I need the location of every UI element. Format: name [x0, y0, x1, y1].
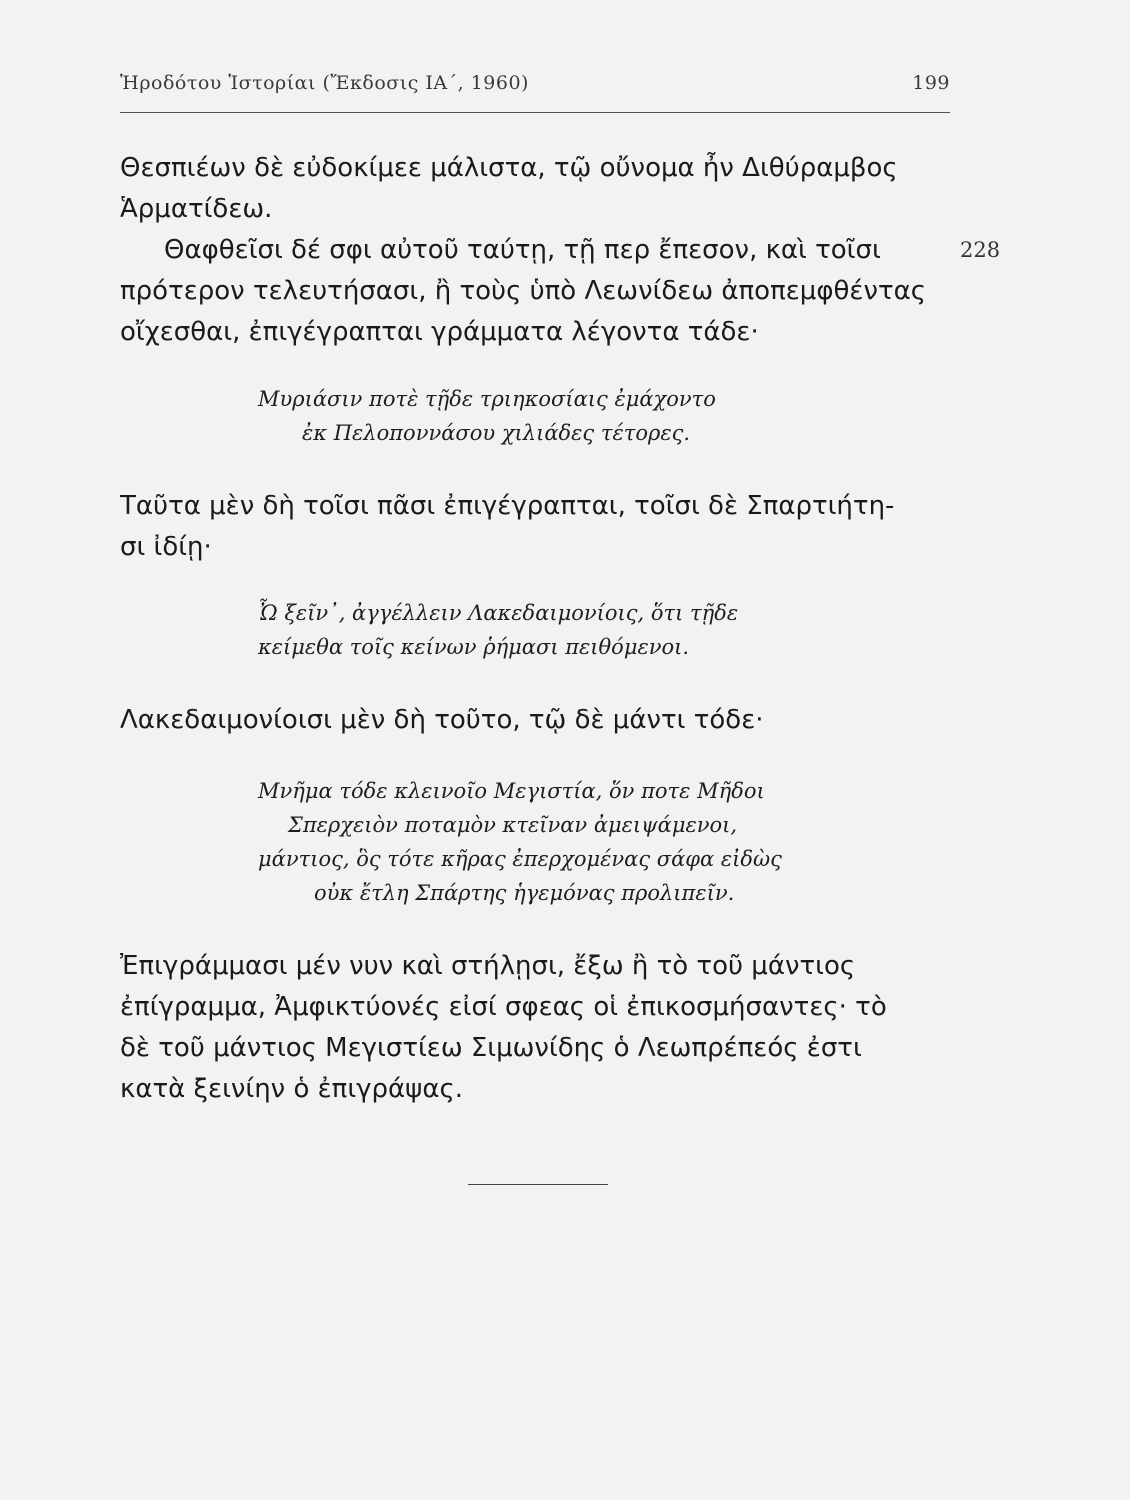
text-line: Λακεδαιμονίοισι μὲν δὴ τοῦτο, τῷ δὲ μάντι τόδε· [120, 705, 764, 735]
paragraph-4 [120, 700, 960, 741]
header-rule [120, 112, 950, 113]
verse-line: Ὦ ξεῖν᾽, ἀγγέλλειν Λακεδαιμονίοις, ὅτι τῇδε [258, 601, 739, 625]
text-line: Ἐπιγράμμασι μέν νυν καὶ στήλῃσι, ἔξω ἢ τὸ τοῦ μάντιος [120, 951, 856, 981]
paragraph-3 [120, 486, 960, 568]
text-line: ἐπίγραμμα, Ἀμφικτύονές εἰσί σφεας οἱ ἐπικοσμήσαντες· τὸ [120, 992, 887, 1022]
text-line: Θεσπιέων δὲ εὐδοκίμεε μάλιστα, τῷ οὔνομα ἦν Διθύραμβος [120, 153, 898, 183]
running-header [120, 72, 950, 102]
verse-line: μάντιος, ὃς τότε κῆρας ἐπερχομένας σάφα εἰδὼς [258, 847, 782, 871]
closing-rule [468, 1184, 608, 1185]
epigram-3 [258, 774, 782, 910]
text-line: Θαφθεῖσι δέ σφι αὐτοῦ ταύτῃ, τῇ περ ἔπεσον, καὶ τοῖσι [164, 235, 881, 265]
text-line: Ἁρματίδεω. [120, 194, 273, 224]
paragraph-5 [120, 946, 960, 1110]
verse-line: Μνῆμα τόδε κλεινοῖο Μεγιστία, ὅν ποτε Μῆδοι [258, 779, 765, 803]
verse-line: κείμεθα τοῖς κείνων ῥήμασι πειθόμενοι. [258, 635, 690, 659]
paragraph-2 [120, 230, 950, 353]
epigram-2 [258, 596, 738, 664]
page-number: 199 [912, 72, 950, 94]
text-line: κατὰ ξεινίην ὁ ἐπιγράψας. [120, 1074, 463, 1104]
verse-line: ἐκ Πελοποννάσου χιλιάδες τέτορες. [302, 421, 691, 445]
text-line: δὲ τοῦ μάντιος Μεγιστίεω Σιμωνίδης ὁ Λεωπρέπεός ἐστι [120, 1033, 862, 1063]
text-line: πρότερον τελευτήσασι, ἢ τοὺς ὑπὸ Λεωνίδεω ἀποπεμφθέντας [120, 276, 927, 306]
epigram-1 [258, 382, 716, 450]
text-line: οἴχεσθαι, ἐπιγέγραπται γράμματα λέγοντα τάδε· [120, 317, 759, 347]
paragraph-1 [120, 148, 960, 230]
verse-line: Σπερχειὸν ποταμὸν κτεῖναν ἀμειψάμενοι, [288, 813, 738, 837]
text-line: Ταῦτα μὲν δὴ τοῖσι πᾶσι ἐπιγέγραπται, τοῖσι δὲ Σπαρτιήτη- [120, 491, 895, 521]
header-title: Ἡροδότου Ἱστορίαι (Ἔκδοσις ΙΑ΄, 1960) [120, 72, 529, 94]
verse-line: Μυριάσιν ποτὲ τῇδε τριηκοσίαις ἐμάχοντο [258, 387, 716, 411]
verse-line: οὐκ ἔτλη Σπάρτης ἡγεμόνας προλιπεῖν. [314, 881, 735, 905]
section-number: 228 [960, 238, 1001, 262]
text-line: σι ἰδίῃ· [120, 532, 212, 562]
